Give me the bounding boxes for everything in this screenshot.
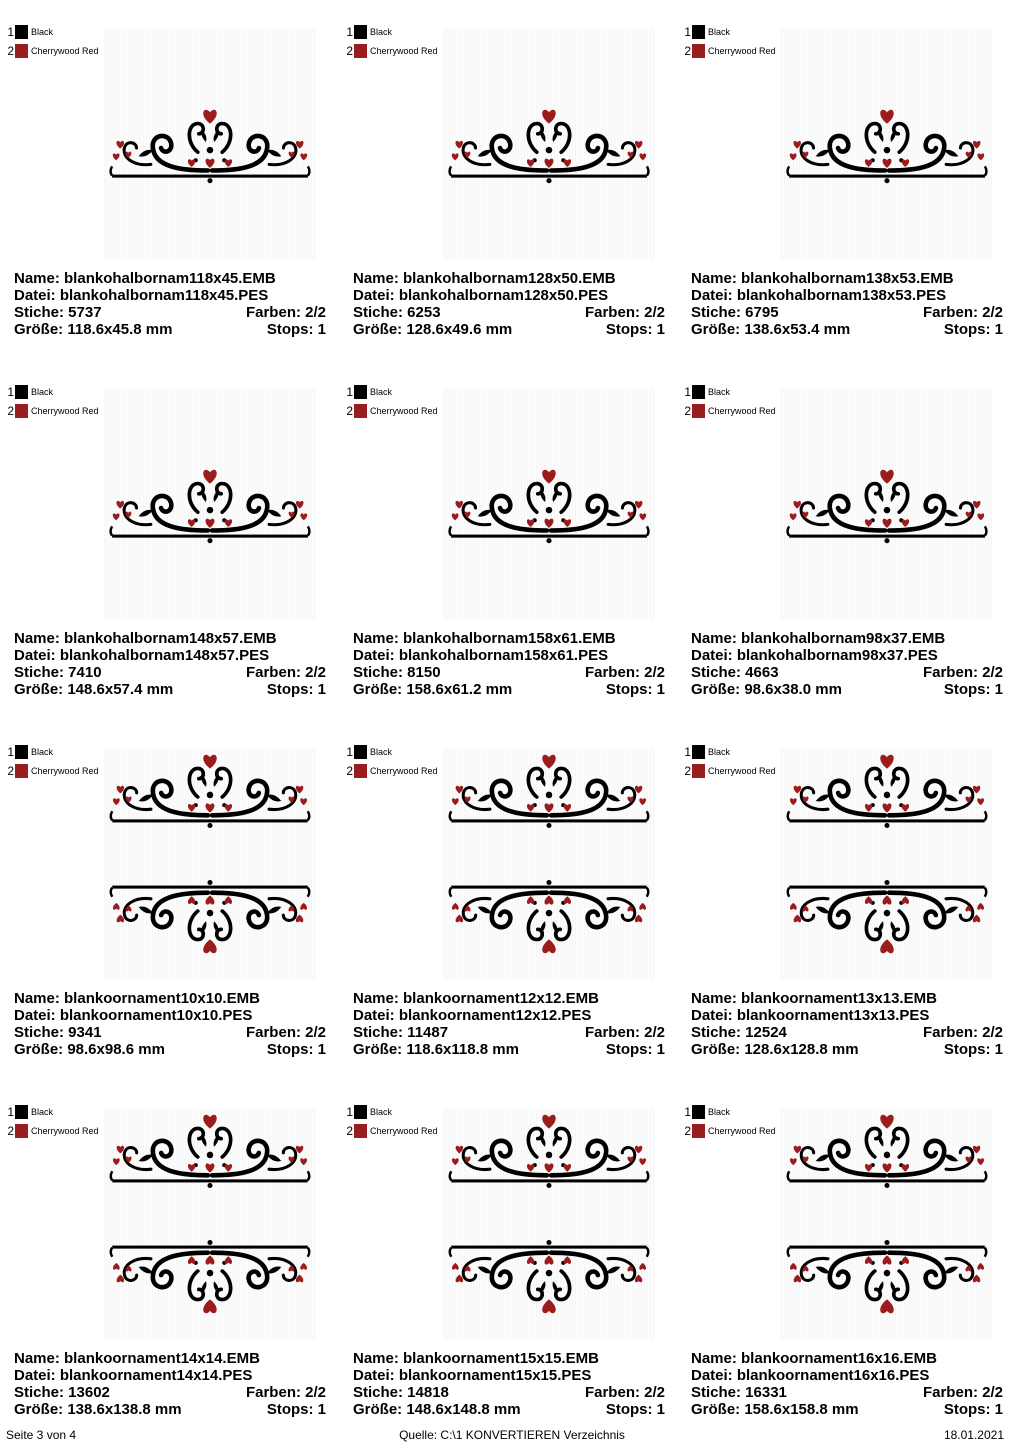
- thread-legend-item: [344, 41, 438, 60]
- ornament-bottom: [788, 1240, 987, 1313]
- info-row: [14, 664, 326, 681]
- thread-legend-item: [344, 382, 438, 401]
- design-card: [677, 720, 1014, 1080]
- info-row: [14, 304, 326, 321]
- thread-name: Cherrywood Red: [370, 765, 438, 776]
- thread-legend-item: [5, 1121, 99, 1140]
- info-row: [353, 1384, 665, 1401]
- ornament-bottom: [788, 880, 987, 953]
- thread-legend-item: [5, 761, 99, 780]
- stitch-count: Stiche: 5737: [14, 304, 102, 321]
- thread-number: 1: [7, 384, 14, 399]
- half-ornament-design: [785, 460, 989, 550]
- thread-number: 1: [7, 744, 14, 759]
- info-row: [691, 1350, 1003, 1367]
- thread-swatch: [692, 745, 705, 759]
- thread-number: 1: [346, 1104, 353, 1119]
- thread-legend-item: [682, 761, 776, 780]
- thread-legend-item: [344, 1102, 438, 1121]
- info-row: [14, 1024, 326, 1041]
- ornament-bottom: [450, 880, 649, 953]
- thread-name: Black: [31, 746, 54, 757]
- design-info: [14, 630, 326, 698]
- info-row: [691, 1384, 1003, 1401]
- ornament-top: [788, 110, 987, 183]
- thread-legend-item: [5, 41, 99, 60]
- thread-swatch: [692, 764, 705, 778]
- color-count: Farben: 2/2: [245, 1384, 326, 1401]
- info-row: [691, 681, 1003, 698]
- design-info: [14, 1350, 326, 1418]
- thread-name: Black: [31, 386, 54, 397]
- info-row: [353, 1401, 665, 1418]
- thread-swatch: [15, 1124, 28, 1138]
- ornament-top: [450, 110, 649, 183]
- color-count: Farben: 2/2: [584, 1384, 665, 1401]
- ornament-top: [111, 755, 310, 828]
- ornament-top: [788, 1115, 987, 1188]
- stop-count: Stops: 1: [943, 1041, 1003, 1058]
- thread-name: Cherrywood Red: [708, 1125, 776, 1136]
- design-size: Größe: 118.6x118.8 mm: [353, 1041, 519, 1058]
- ornament-top: [111, 470, 310, 543]
- thread-swatch: [354, 25, 367, 39]
- design-name: Name: blankohalbornam128x50.EMB: [353, 270, 616, 287]
- design-size: Größe: 158.6x61.2 mm: [353, 681, 513, 698]
- design-name: Name: blankoornament16x16.EMB: [691, 1350, 937, 1367]
- full-ornament-design: [447, 742, 651, 966]
- info-row: [14, 1384, 326, 1401]
- thread-name: Cherrywood Red: [708, 45, 776, 56]
- design-size: Größe: 158.6x158.8 mm: [691, 1401, 859, 1418]
- design-file: Datei: blankoornament13x13.PES: [691, 1007, 930, 1024]
- thread-swatch: [354, 404, 367, 418]
- info-row: [353, 1024, 665, 1041]
- thread-number: 1: [684, 1104, 691, 1119]
- thread-legend: [344, 1102, 438, 1140]
- stop-count: Stops: 1: [605, 321, 665, 338]
- design-name: Name: blankoornament10x10.EMB: [14, 990, 260, 1007]
- info-row: [353, 304, 665, 321]
- info-row: [14, 647, 326, 664]
- info-row: [691, 1024, 1003, 1041]
- thread-swatch: [15, 25, 28, 39]
- design-card: [0, 1080, 339, 1440]
- thread-legend: [682, 742, 776, 780]
- stop-count: Stops: 1: [605, 1041, 665, 1058]
- stitch-count: Stiche: 11487: [353, 1024, 449, 1041]
- design-info: [691, 270, 1003, 338]
- thread-number: 2: [7, 43, 14, 58]
- design-card: [339, 1080, 677, 1440]
- ornament-bottom: [450, 1240, 649, 1313]
- color-count: Farben: 2/2: [584, 664, 665, 681]
- thread-number: 1: [346, 744, 353, 759]
- thread-swatch: [692, 1124, 705, 1138]
- thread-name: Black: [31, 1106, 54, 1117]
- full-ornament-design: [785, 742, 989, 966]
- thread-number: 2: [7, 763, 14, 778]
- thread-number: 2: [346, 403, 353, 418]
- thread-legend-item: [682, 1102, 776, 1121]
- design-size: Größe: 138.6x138.8 mm: [14, 1401, 182, 1418]
- thread-number: 1: [684, 384, 691, 399]
- thread-legend-item: [682, 382, 776, 401]
- design-card: [677, 0, 1014, 360]
- thread-number: 1: [684, 744, 691, 759]
- design-file: Datei: blankoornament10x10.PES: [14, 1007, 253, 1024]
- design-name: Name: blankohalbornam138x53.EMB: [691, 270, 954, 287]
- full-ornament-design: [447, 1102, 651, 1326]
- thread-number: 2: [684, 403, 691, 418]
- stitch-count: Stiche: 13602: [14, 1384, 110, 1401]
- thread-name: Cherrywood Red: [31, 405, 99, 416]
- info-row: [691, 1367, 1003, 1384]
- stitch-count: Stiche: 7410: [14, 664, 102, 681]
- design-file: Datei: blankohalbornam98x37.PES: [691, 647, 938, 664]
- ornament-top: [788, 755, 987, 828]
- design-info: [353, 990, 665, 1058]
- design-card: [0, 0, 339, 360]
- stop-count: Stops: 1: [943, 1401, 1003, 1418]
- ornament-top: [450, 755, 649, 828]
- page-number: Seite 3 von 4: [6, 1428, 77, 1442]
- stitch-count: Stiche: 14818: [353, 1384, 449, 1401]
- info-row: [353, 321, 665, 338]
- design-file: Datei: blankoornament15x15.PES: [353, 1367, 592, 1384]
- design-file: Datei: blankohalbornam118x45.PES: [14, 287, 269, 304]
- color-count: Farben: 2/2: [922, 304, 1003, 321]
- thread-name: Black: [370, 26, 393, 37]
- info-row: [353, 1367, 665, 1384]
- ornament-bottom: [111, 880, 310, 953]
- thread-legend: [5, 742, 99, 780]
- thread-legend: [5, 382, 99, 420]
- design-file: Datei: blankohalbornam148x57.PES: [14, 647, 270, 664]
- thread-legend-item: [682, 1121, 776, 1140]
- thread-number: 1: [346, 24, 353, 39]
- thread-number: 1: [684, 24, 691, 39]
- info-row: [14, 287, 326, 304]
- design-info: [14, 990, 326, 1058]
- thread-name: Black: [708, 26, 731, 37]
- thread-swatch: [354, 764, 367, 778]
- thread-name: Black: [31, 26, 54, 37]
- thread-name: Cherrywood Red: [31, 1125, 99, 1136]
- info-row: [353, 270, 665, 287]
- print-date: 18.01.2021: [943, 1428, 1004, 1442]
- ornament-top: [450, 1115, 649, 1188]
- info-row: [353, 1350, 665, 1367]
- thread-number: 2: [7, 1123, 14, 1138]
- info-row: [14, 1041, 326, 1058]
- thread-number: 2: [346, 43, 353, 58]
- design-card: [339, 0, 677, 360]
- info-row: [691, 304, 1003, 321]
- thread-number: 1: [7, 1104, 14, 1119]
- design-size: Größe: 128.6x128.8 mm: [691, 1041, 859, 1058]
- thread-number: 1: [346, 384, 353, 399]
- thread-legend-item: [682, 22, 776, 41]
- thread-swatch: [692, 404, 705, 418]
- info-row: [691, 647, 1003, 664]
- design-name: Name: blankohalbornam118x45.EMB: [14, 270, 276, 287]
- thread-legend: [5, 1102, 99, 1140]
- thread-swatch: [15, 44, 28, 58]
- info-row: [14, 270, 326, 287]
- design-info: [353, 1350, 665, 1418]
- design-size: Größe: 98.6x38.0 mm: [691, 681, 842, 698]
- info-row: [14, 630, 326, 647]
- color-count: Farben: 2/2: [245, 304, 326, 321]
- design-name: Name: blankoornament13x13.EMB: [691, 990, 937, 1007]
- thread-swatch: [692, 25, 705, 39]
- info-row: [691, 270, 1003, 287]
- color-count: Farben: 2/2: [245, 664, 326, 681]
- full-ornament-design: [108, 1102, 312, 1326]
- stop-count: Stops: 1: [266, 1401, 326, 1418]
- thread-legend-item: [344, 742, 438, 761]
- design-name: Name: blankohalbornam148x57.EMB: [14, 630, 277, 647]
- info-row: [14, 1007, 326, 1024]
- thread-number: 2: [684, 763, 691, 778]
- design-file: Datei: blankoornament16x16.PES: [691, 1367, 930, 1384]
- stitch-count: Stiche: 12524: [691, 1024, 787, 1041]
- full-ornament-design: [108, 742, 312, 966]
- stitch-count: Stiche: 9341: [14, 1024, 102, 1041]
- design-file: Datei: blankohalbornam158x61.PES: [353, 647, 609, 664]
- stitch-count: Stiche: 8150: [353, 664, 441, 681]
- color-count: Farben: 2/2: [245, 1024, 326, 1041]
- info-row: [14, 321, 326, 338]
- design-size: Größe: 138.6x53.4 mm: [691, 321, 851, 338]
- thread-swatch: [15, 404, 28, 418]
- thread-number: 1: [7, 24, 14, 39]
- thread-legend-item: [5, 401, 99, 420]
- design-file: Datei: blankohalbornam138x53.PES: [691, 287, 947, 304]
- design-file: Datei: blankoornament14x14.PES: [14, 1367, 253, 1384]
- half-ornament-design: [447, 100, 651, 190]
- thread-legend-item: [344, 761, 438, 780]
- thread-name: Black: [370, 386, 393, 397]
- info-row: [691, 664, 1003, 681]
- design-file: Datei: blankoornament12x12.PES: [353, 1007, 592, 1024]
- ornament-top: [111, 1115, 310, 1188]
- info-row: [691, 630, 1003, 647]
- thread-swatch: [354, 1124, 367, 1138]
- color-count: Farben: 2/2: [922, 1384, 1003, 1401]
- thread-number: 2: [346, 763, 353, 778]
- design-name: Name: blankohalbornam158x61.EMB: [353, 630, 616, 647]
- stitch-count: Stiche: 4663: [691, 664, 779, 681]
- stop-count: Stops: 1: [266, 681, 326, 698]
- thread-swatch: [354, 1105, 367, 1119]
- design-card: [339, 720, 677, 1080]
- thread-legend-item: [5, 742, 99, 761]
- info-row: [691, 321, 1003, 338]
- stop-count: Stops: 1: [605, 681, 665, 698]
- info-row: [14, 1350, 326, 1367]
- info-row: [353, 990, 665, 1007]
- color-count: Farben: 2/2: [584, 304, 665, 321]
- info-row: [14, 1367, 326, 1384]
- thread-legend: [682, 1102, 776, 1140]
- info-row: [691, 1007, 1003, 1024]
- design-card: [339, 360, 677, 720]
- thread-legend: [682, 382, 776, 420]
- thread-swatch: [354, 745, 367, 759]
- ornament-bottom: [111, 1240, 310, 1313]
- thread-legend: [344, 382, 438, 420]
- stop-count: Stops: 1: [943, 681, 1003, 698]
- stop-count: Stops: 1: [943, 321, 1003, 338]
- design-size: Größe: 98.6x98.6 mm: [14, 1041, 165, 1058]
- info-row: [353, 1007, 665, 1024]
- thread-name: Black: [708, 1106, 731, 1117]
- thread-number: 2: [346, 1123, 353, 1138]
- thread-name: Cherrywood Red: [370, 405, 438, 416]
- info-row: [353, 1041, 665, 1058]
- info-row: [353, 664, 665, 681]
- thread-number: 2: [7, 403, 14, 418]
- thread-name: Black: [370, 1106, 393, 1117]
- thread-swatch: [354, 385, 367, 399]
- info-row: [691, 990, 1003, 1007]
- stop-count: Stops: 1: [605, 1401, 665, 1418]
- design-card: [677, 1080, 1014, 1440]
- thread-swatch: [15, 1105, 28, 1119]
- design-info: [353, 270, 665, 338]
- ornament-top: [450, 470, 649, 543]
- thread-legend-item: [682, 401, 776, 420]
- thread-legend: [682, 22, 776, 60]
- design-file: Datei: blankohalbornam128x50.PES: [353, 287, 609, 304]
- half-ornament-design: [108, 100, 312, 190]
- design-card: [0, 360, 339, 720]
- thread-swatch: [15, 745, 28, 759]
- design-size: Größe: 148.6x148.8 mm: [353, 1401, 521, 1418]
- stitch-count: Stiche: 16331: [691, 1384, 787, 1401]
- info-row: [353, 630, 665, 647]
- thread-swatch: [692, 1105, 705, 1119]
- thread-name: Cherrywood Red: [370, 45, 438, 56]
- design-info: [691, 1350, 1003, 1418]
- info-row: [14, 990, 326, 1007]
- thread-name: Cherrywood Red: [31, 45, 99, 56]
- thread-legend-item: [5, 382, 99, 401]
- design-size: Größe: 148.6x57.4 mm: [14, 681, 174, 698]
- design-info: [14, 270, 326, 338]
- design-name: Name: blankoornament14x14.EMB: [14, 1350, 260, 1367]
- thread-number: 2: [684, 1123, 691, 1138]
- design-card: [0, 720, 339, 1080]
- thread-name: Cherrywood Red: [708, 405, 776, 416]
- thread-legend-item: [682, 742, 776, 761]
- info-row: [353, 681, 665, 698]
- design-size: Größe: 118.6x45.8 mm: [14, 321, 173, 338]
- source-path: Quelle: C:\1 KONVERTIEREN Verzeichnis: [399, 1428, 625, 1442]
- info-row: [14, 1401, 326, 1418]
- info-row: [691, 287, 1003, 304]
- half-ornament-design: [108, 460, 312, 550]
- page-footer: [0, 1428, 1024, 1444]
- thread-swatch: [692, 385, 705, 399]
- design-info: [691, 630, 1003, 698]
- half-ornament-design: [447, 460, 651, 550]
- stitch-count: Stiche: 6253: [353, 304, 441, 321]
- thread-name: Black: [708, 746, 731, 757]
- design-name: Name: blankoornament12x12.EMB: [353, 990, 599, 1007]
- design-card: [677, 360, 1014, 720]
- color-count: Farben: 2/2: [584, 1024, 665, 1041]
- thread-swatch: [354, 44, 367, 58]
- stop-count: Stops: 1: [266, 1041, 326, 1058]
- info-row: [353, 287, 665, 304]
- stop-count: Stops: 1: [266, 321, 326, 338]
- thread-legend: [344, 742, 438, 780]
- thread-name: Cherrywood Red: [708, 765, 776, 776]
- ornament-top: [788, 470, 987, 543]
- thread-legend: [344, 22, 438, 60]
- thread-name: Black: [370, 746, 393, 757]
- full-ornament-design: [785, 1102, 989, 1326]
- thread-legend-item: [682, 41, 776, 60]
- info-row: [691, 1401, 1003, 1418]
- design-info: [691, 990, 1003, 1058]
- stitch-count: Stiche: 6795: [691, 304, 779, 321]
- design-info: [353, 630, 665, 698]
- ornament-top: [111, 110, 310, 183]
- info-row: [691, 1041, 1003, 1058]
- thread-legend-item: [344, 401, 438, 420]
- thread-name: Cherrywood Red: [31, 765, 99, 776]
- thread-swatch: [15, 385, 28, 399]
- thread-legend-item: [344, 1121, 438, 1140]
- thread-legend: [5, 22, 99, 60]
- thread-name: Black: [708, 386, 731, 397]
- half-ornament-design: [785, 100, 989, 190]
- design-size: Größe: 128.6x49.6 mm: [353, 321, 513, 338]
- design-name: Name: blankohalbornam98x37.EMB: [691, 630, 946, 647]
- thread-legend-item: [5, 22, 99, 41]
- design-name: Name: blankoornament15x15.EMB: [353, 1350, 599, 1367]
- thread-number: 2: [684, 43, 691, 58]
- color-count: Farben: 2/2: [922, 1024, 1003, 1041]
- thread-name: Cherrywood Red: [370, 1125, 438, 1136]
- thread-legend-item: [344, 22, 438, 41]
- thread-swatch: [15, 764, 28, 778]
- info-row: [353, 647, 665, 664]
- thread-legend-item: [5, 1102, 99, 1121]
- thread-swatch: [692, 44, 705, 58]
- info-row: [14, 681, 326, 698]
- color-count: Farben: 2/2: [922, 664, 1003, 681]
